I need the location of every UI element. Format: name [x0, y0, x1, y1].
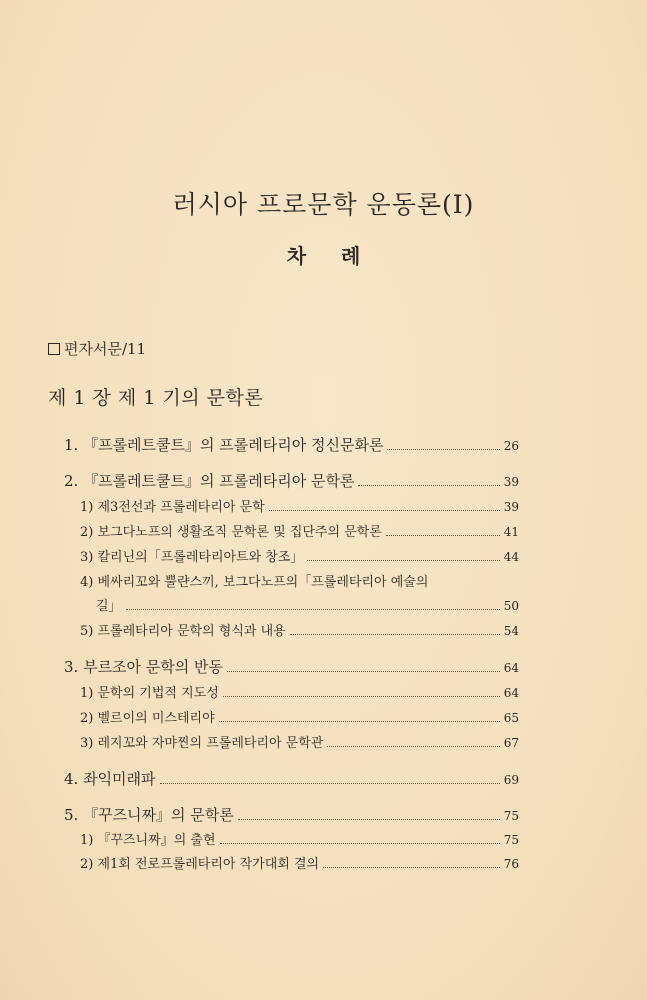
toc-entry-label: 1) 『꾸즈니짜』의 출현 [80, 833, 216, 848]
toc-page-number: 64 [503, 661, 519, 675]
dot-leader [387, 449, 499, 450]
toc-entry [64, 434, 519, 455]
toc-subentry [80, 620, 519, 639]
dot-leader [327, 746, 499, 747]
toc-page-number: 26 [503, 439, 519, 453]
toc-page-number: 54 [503, 624, 519, 638]
dot-leader [220, 843, 500, 844]
toc-entry-label: 1) 문학의 기법적 지도성 [80, 686, 219, 701]
toc-subentry [80, 571, 525, 590]
dot-leader [227, 671, 500, 672]
toc-entry-label: 3. 부르조아 문학의 반동 [64, 658, 224, 676]
toc-page-number: 67 [503, 736, 519, 750]
square-box-icon [48, 343, 60, 355]
dot-leader [238, 819, 500, 820]
toc-entry-label: 3) 레지꼬와 자먀찐의 프롤레타리아 문학관 [80, 736, 324, 751]
toc-entry-label: 5) 프롤레타리아 문학의 형식과 내용 [80, 624, 286, 639]
toc-page-number: 75 [503, 809, 519, 823]
toc-page-number: 44 [503, 550, 519, 564]
dot-leader [223, 696, 500, 697]
toc-entry [64, 656, 519, 677]
preface-label: 편자서문/11 [64, 340, 147, 358]
toc-subentry [80, 829, 519, 848]
toc-subentry [80, 546, 519, 565]
toc-subentry [80, 732, 519, 751]
chapter-heading: 제 1 장 제 1 기의 문학론 [48, 387, 264, 409]
toc-page-number: 75 [503, 833, 519, 847]
toc-subentry [80, 496, 519, 515]
toc-entry-label: 1. 『프롤레트쿨트』의 프롤레타리아 정신문화론 [64, 436, 384, 454]
toc-entry-label: 2) 벨르이의 미스테리야 [80, 711, 215, 726]
toc-page-number: 76 [503, 857, 519, 871]
toc-entry-label: 4. 좌익미래파 [64, 770, 156, 788]
dot-leader [126, 609, 500, 610]
toc-entry [64, 470, 519, 491]
preface-entry [48, 338, 146, 359]
toc-entry-label: 1) 제3전선과 프롤레타리아 문학 [80, 500, 265, 515]
toc-page-number: 69 [503, 773, 519, 787]
toc-entry-label: 2. 『프롤레트쿨트』의 프롤레타리아 문학론 [64, 472, 355, 490]
dot-leader [323, 867, 500, 868]
toc-subentry-continuation [96, 595, 519, 614]
toc-entry [64, 768, 519, 789]
dot-leader [269, 510, 500, 511]
toc-entry-label: 5. 『꾸즈니짜』의 문학론 [64, 806, 234, 824]
toc-entry-label: 길」 [96, 599, 122, 614]
toc-page-number: 65 [503, 711, 519, 725]
toc-subentry [80, 682, 519, 701]
dot-leader [358, 485, 499, 486]
toc-page-number: 39 [503, 475, 519, 489]
dot-leader [290, 634, 500, 635]
dot-leader [219, 721, 500, 722]
toc-page-number: 50 [503, 599, 519, 613]
dot-leader [160, 783, 500, 784]
toc-entry-label: 3) 칼리닌의「프롤레타리아트와 창조」 [80, 550, 304, 565]
toc-subentry [80, 707, 519, 726]
toc-subentry [80, 521, 519, 540]
dot-leader [386, 535, 500, 536]
toc-page-number: 41 [503, 525, 519, 539]
dot-leader [307, 560, 499, 561]
book-title: 러시아 프로문학 운동론(Ⅰ) [172, 190, 475, 219]
toc-entry-label: 2) 제1회 전로프롤레타리아 작가대회 결의 [80, 857, 320, 872]
toc-subentry [80, 853, 519, 872]
toc-entry-label: 4) 베싸리꼬와 뿔랸스끼, 보그다노프의「프롤레타리아 예술의 [80, 575, 429, 590]
contents-heading: 차 례 [286, 244, 375, 268]
toc-entry-label: 2) 보그다노프의 생활조직 문학론 및 집단주의 문학론 [80, 525, 382, 540]
toc-entry [64, 804, 519, 825]
toc-page-number: 39 [503, 500, 519, 514]
toc-page-number: 64 [503, 686, 519, 700]
